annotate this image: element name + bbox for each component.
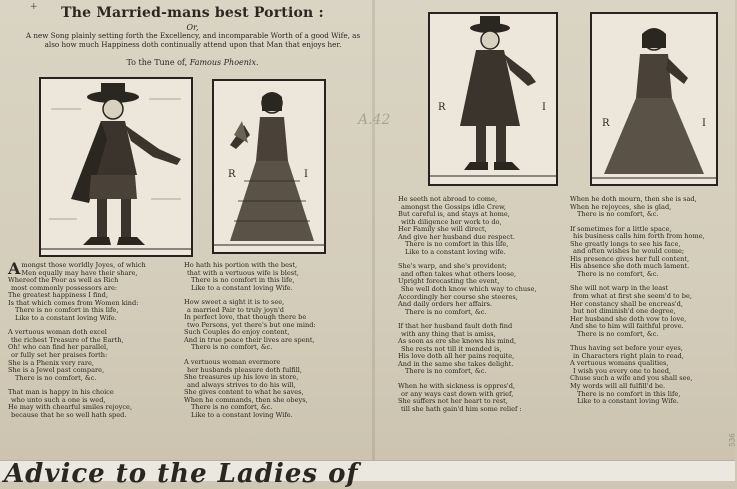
verse-line: She's warp, and she's provident;: [398, 262, 507, 271]
verse-line: When he with sickness is oppres'd,: [398, 382, 516, 391]
verse-line: two Persons, yet there's but one mind:: [187, 320, 316, 329]
verse-line: with diligence her work to do,: [401, 217, 502, 226]
verse-line: And daily orders her affairs.: [398, 300, 493, 309]
verse-line: Her Family she will direct,: [398, 225, 487, 234]
refrain-line: There is no comfort, &c.: [577, 269, 659, 278]
verse-column-4: [570, 196, 705, 406]
woodcut-letter-i: I: [304, 169, 308, 180]
verse-line: Such Couples do enjoy content,: [184, 328, 290, 337]
ballad-subtitle: [14, 31, 372, 49]
refrain-line: Like to a constant loving Wife.: [577, 397, 679, 406]
refrain-line: Like to a constant loving Wife.: [191, 283, 293, 292]
page-fold: [372, 0, 375, 460]
verse-line: and often takes what others loose,: [401, 269, 517, 278]
verse-line: That man is happy in his choice: [8, 388, 114, 397]
verse-line: Upright forecasting the event,: [398, 277, 500, 286]
verse-line: My words will all fulfill'd be.: [570, 382, 666, 391]
verse-line: He may with chearful smiles rejoyce,: [8, 403, 133, 412]
verse-line: a married Pair to truly joyn'd: [187, 305, 284, 314]
refrain-line: There is no comfort in this life,: [405, 240, 509, 249]
verse-line: She suffers not her heart to rest,: [398, 397, 508, 406]
subtitle-line-2: also how much Happiness doth continually attend upon that Man that enjoys her.: [44, 40, 342, 49]
verse-line: And give her husband due respect.: [398, 232, 515, 241]
verse-line: A vertuous woman doth excel: [8, 328, 107, 337]
verse-line: and often wishes he would come;: [573, 247, 685, 256]
verse-line: When he rejoyces, she is glad,: [570, 202, 672, 211]
verse-line: in Characters right plain to read,: [573, 351, 684, 360]
verse-line: In perfect love, that though there be: [184, 313, 307, 322]
verse-line: She greatly longs to see his face,: [570, 239, 681, 248]
woodcut-right-letter-i: I: [542, 102, 546, 113]
verse-line: Chuse such a wife and you shall see,: [570, 374, 693, 383]
verse-line: His presence gives her full content,: [570, 254, 690, 263]
refrain-line: There is no comfort in this life,: [15, 306, 119, 315]
verse-line: When he commands, then she obeys,: [184, 395, 308, 404]
verse-column-2: [184, 262, 316, 419]
woodcut-man-figure: [41, 79, 191, 255]
woodcut-letter-r: R: [228, 169, 236, 180]
verse-line: that with a vertuous wife is blest,: [187, 268, 299, 277]
page-number: 536: [728, 433, 737, 447]
subtitle-line-1: A new Song plainly setting forth the Excellency, and incomparable Worth of a good Wife, as: [25, 31, 361, 40]
verse-line: The greatest happiness I find,: [8, 291, 108, 300]
woodcut-woman-figure: [214, 81, 324, 252]
verse-line: A vertuous womans qualities,: [570, 359, 669, 368]
verse-line: And in true peace their lives are spent,: [184, 335, 315, 344]
refrain-line: There is no comfort in this life,: [577, 389, 681, 398]
margin-mark: A.42: [358, 112, 391, 128]
verse-line: who unto such a one is wed,: [11, 395, 106, 404]
verse-line: She gives content to what he saves,: [184, 388, 304, 397]
verse-line: till she hath gain'd him some relief :: [401, 404, 522, 413]
refrain-line: There is no comfort, &c.: [15, 373, 97, 382]
verse-line: But careful is, and stays at home,: [398, 210, 510, 219]
verse-line: If that her husband fault doth find: [398, 322, 513, 331]
verse-line: He seeth not abroad to come,: [398, 195, 498, 203]
verse-line: Thus having set before your eyes,: [570, 344, 683, 353]
verse-line: and always strives to do his will,: [187, 380, 296, 389]
verse-line: or fully set her praises forth:: [11, 351, 108, 360]
refrain-line: There is no comfort, &c.: [577, 210, 659, 219]
verse-line: When he doth mourn, then she is sad,: [570, 195, 697, 203]
verse-line: And she to him will faithful prove.: [570, 322, 684, 331]
verse-line: from what at first she seem'd to be,: [573, 292, 692, 301]
refrain-line: There is no comfort, &c.: [405, 367, 487, 376]
woodcut-right-letter-r: R: [438, 102, 446, 113]
plus-mark: +: [30, 2, 38, 12]
verse-line: but not diminish'd one degree,: [573, 307, 676, 316]
verse-line: his business calls him forth from home,: [573, 232, 705, 241]
verse-line: His absence she doth much lament.: [570, 262, 690, 271]
refrain-line: Like to a constant loving Wife.: [15, 313, 117, 322]
woodcut-woman-right: [590, 12, 718, 186]
verse-line: His love doth all her pains requite,: [398, 352, 515, 361]
verse-line: She is a Phenix very rare,: [8, 358, 94, 367]
verse-line: She treasures up his love in store,: [184, 373, 299, 382]
refrain-line: There is no comfort, &c.: [191, 403, 273, 412]
verse-line: the richest Treasure of the Earth,: [11, 335, 124, 344]
verse-line: amongst the Gossips idle Crew,: [401, 202, 506, 211]
verse-line: with any thing that is amiss,: [401, 329, 496, 338]
verse-line: A vertuous woman evermore: [184, 358, 281, 367]
verse-column-3: [398, 196, 536, 413]
refrain-line: There is no comfort, &c.: [191, 343, 273, 352]
woodcut-man-right-figure: [430, 14, 556, 184]
verse-column-1: [8, 259, 146, 419]
verse-line: How sweet a sight it is to see,: [184, 298, 285, 307]
verse-line: Ho hath his portion with the best,: [184, 261, 298, 269]
verse-line: Accordingly her course she steeres,: [398, 292, 518, 301]
verse-line: Her husband she doth vow to love,: [570, 314, 687, 323]
verse-line: I wish you every one to heed,: [573, 366, 672, 375]
verse-line: She rests not till it mended is,: [401, 344, 502, 353]
tune-line: [20, 58, 365, 67]
title-or: Or,: [186, 23, 199, 32]
refrain-line: Like to a constant loving wife.: [405, 247, 506, 256]
verse-line: because that he so well hath sped.: [11, 410, 127, 419]
ballad-title: The Married-mans best Portion :: [61, 5, 324, 21]
tune-prefix: To the Tune of,: [126, 58, 188, 67]
verse-line: or any ways cast down with grief,: [401, 389, 514, 398]
verse-line: Is that which comes from Women kind:: [8, 298, 139, 307]
woodcut-woman-left: [212, 79, 326, 254]
verse-line: Oh! who can find her parallel,: [8, 343, 109, 352]
refrain-line: Like to a constant loving Wife.: [191, 410, 293, 419]
verse-line: She well doth know which way to chuse,: [401, 285, 537, 294]
woodcut-right-woman-letter-i: I: [702, 118, 706, 129]
verse-line: Whereof the Poor as well as Rich: [8, 276, 119, 285]
verse-line: Her constancy shall be encreas'd,: [570, 299, 683, 308]
verse-line: her husbands pleasure doth fulfill,: [187, 365, 303, 374]
verse-line: She will not warp in the least: [570, 284, 669, 293]
woodcut-woman-right-figure: [592, 14, 716, 184]
drop-cap: A: [8, 259, 21, 278]
verse-line: And in the same she takes delight.: [398, 359, 514, 368]
refrain-line: There is no comfort in this life,: [191, 276, 295, 285]
woodcut-man-right: [428, 12, 558, 186]
verse-line: Men equally may have their share,: [21, 268, 138, 277]
verse-line: mongst those worldly Joyes, of which: [21, 261, 146, 269]
woodcut-right-woman-letter-r: R: [602, 118, 610, 129]
refrain-line: There is no comfort, &c.: [577, 329, 659, 338]
tune-name: Famous Phoenix.: [189, 58, 259, 67]
woodcut-man-left: [39, 77, 193, 257]
verse-line: most commonly possessors are:: [11, 283, 118, 292]
verse-line: As soon as ere she knows his mind,: [398, 337, 517, 346]
next-ballad-title-fragment: Advice to the Ladies of: [4, 459, 359, 489]
refrain-line: There is no comfort, &c.: [405, 307, 487, 316]
verse-line: She is a Jewel past compare,: [8, 366, 105, 375]
verse-line: If sometimes for a little space,: [570, 224, 672, 233]
